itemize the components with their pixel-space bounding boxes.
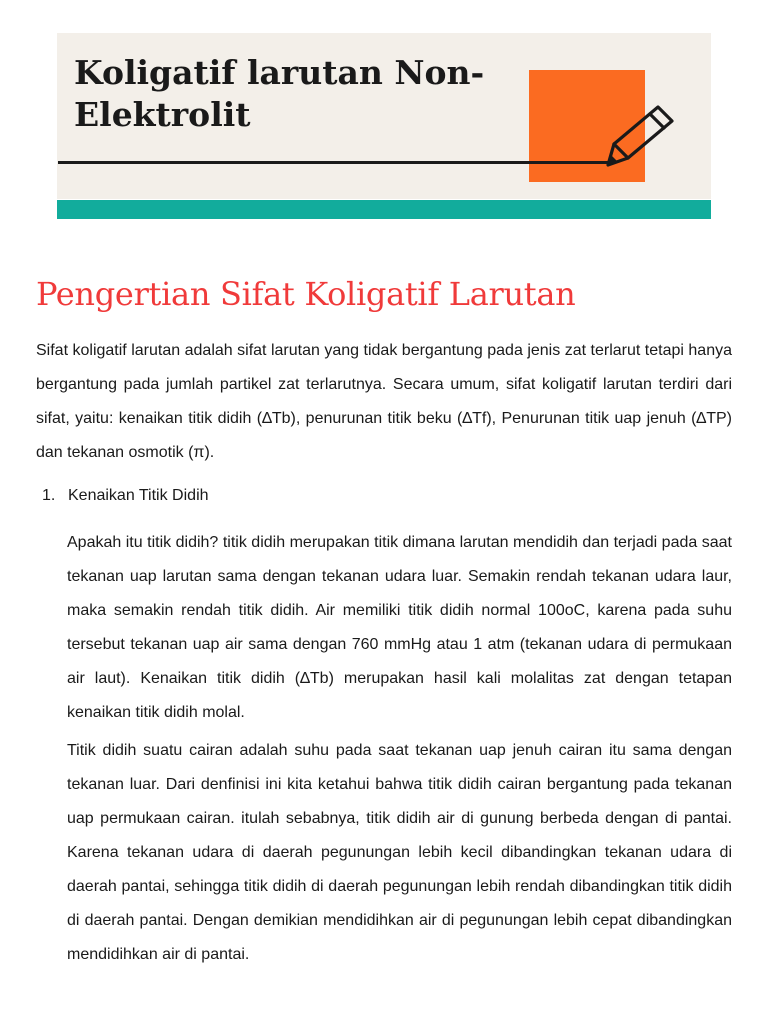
pencil-icon (596, 96, 680, 172)
body-paragraph: Apakah itu titik didih? titik didih merupakan titik dimana larutan mendidih dan terjadi pada saat tekanan uap larutan sama dengan tekanan udara luar. Semakin rendah tekanan udara laur, maka semakin rendah titik didih. Air memiliki titik didih normal 100oC, karena pada suhu tersebut tekanan uap air sama dengan 760 mmHg atau 1 atm (tekanan udara di permukaan air laut). Kenaikan titik didih (∆Tb) merupakan hasil kali molalitas zat dengan tetapan kenaikan titik didih molal. (67, 534, 732, 721)
document-title: Koligatif larutan Non-Elektrolit (74, 53, 485, 134)
list-item-number: 1. (42, 487, 56, 504)
list-item (42, 479, 209, 513)
teal-accent-bar (57, 200, 711, 219)
intro-paragraph: Sifat koligatif larutan adalah sifat larutan yang tidak bergantung pada jenis zat terlarut tetapi hanya bergantung pada jumlah partikel zat terlarutnya. Secara umum, sifat koligatif larutan terdiri dari sifat, yaitu: kenaikan titik didih (∆Tb), penurunan titik beku (∆Tf), Penurunan titik uap jenuh (∆TP) dan tekanan osmotik (π). (36, 342, 732, 461)
title-underline (58, 161, 608, 164)
body-paragraph: Titik didih suatu cairan adalah suhu pada saat tekanan uap jenuh cairan itu sama dengan tekanan luar. Dari denfinisi ini kita ketahui bahwa titik didih cairan bergantung pada tekanan uap permukaan cairan. itulah sebabnya, titik didih air di gunung berbeda dengan di pantai. Karena tekanan udara di daerah pegunungan lebih kecil dibandingkan tekanan udara di daerah pantai, sehingga titik didih di daerah pegunungan lebih rendah dibandingkan titik didih di daerah pantai. Dengan demikian mendidihkan air di pegunungan lebih cepat dibandingkan mendidihkan air di pantai. (67, 742, 732, 963)
list-item-title: Kenaikan Titik Didih (68, 487, 209, 504)
section-heading: Pengertian Sifat Koligatif Larutan (36, 275, 576, 313)
